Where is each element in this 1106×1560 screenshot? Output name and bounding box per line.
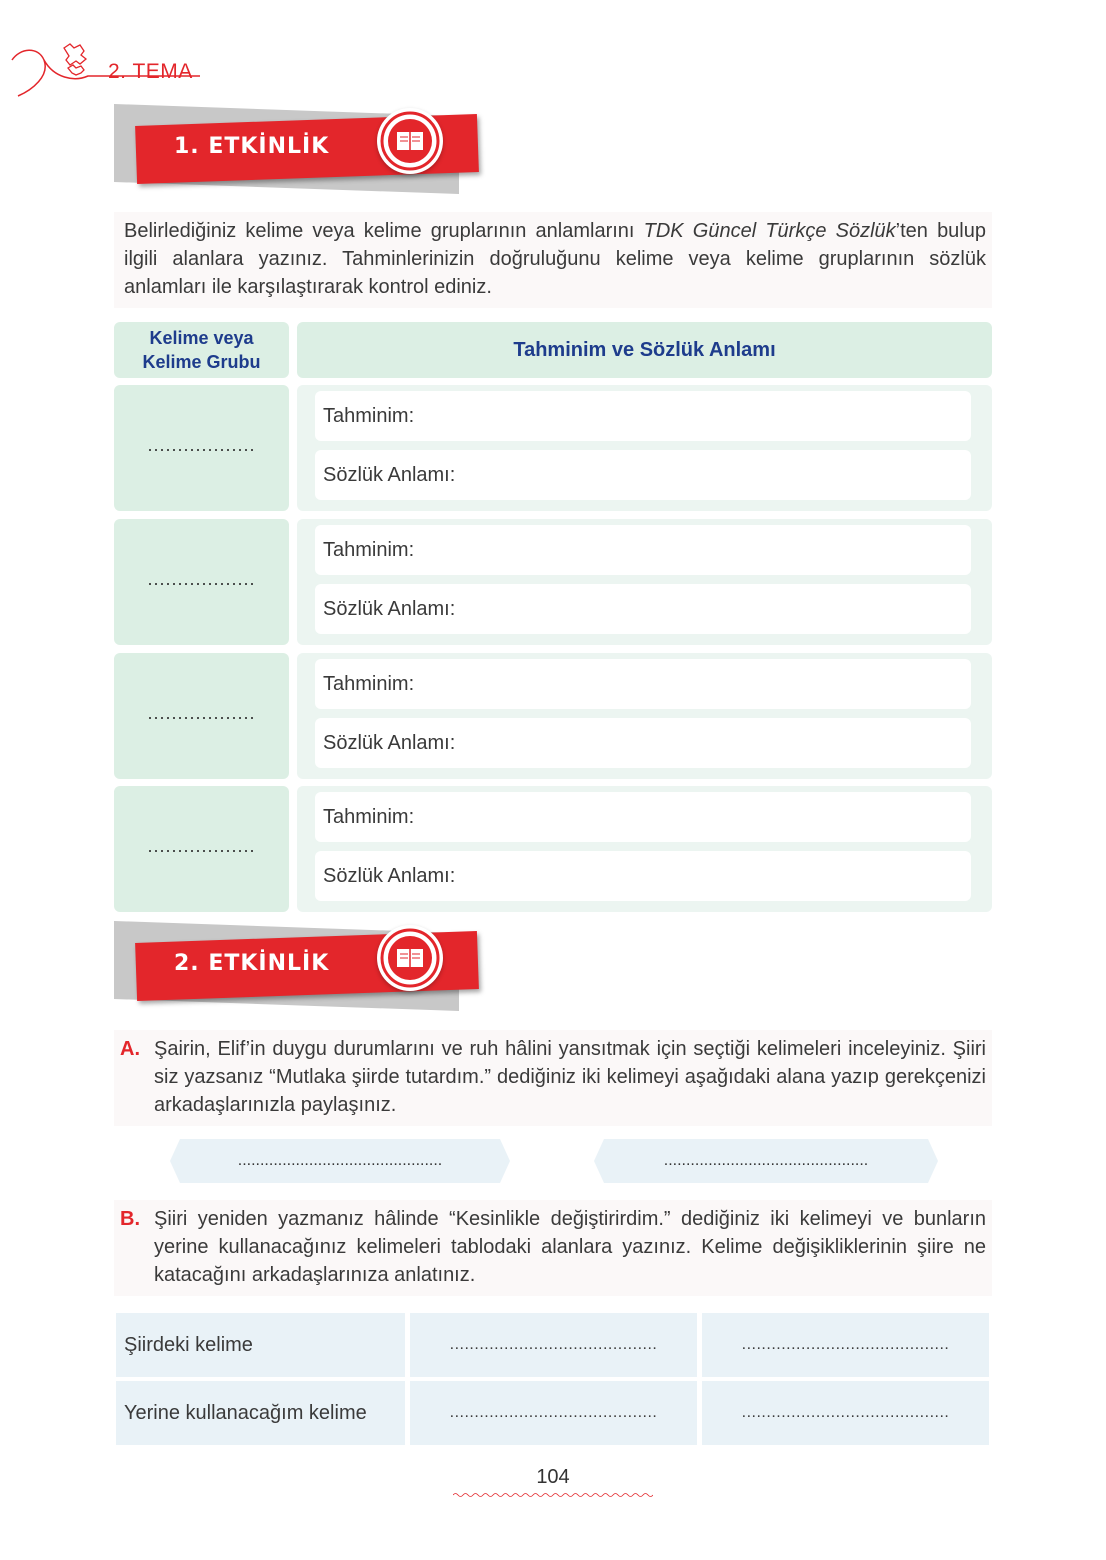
word-cell[interactable]: .................. bbox=[114, 385, 289, 511]
table-header-meaning: Tahminim ve Sözlük Anlamı bbox=[297, 322, 992, 378]
poem-word-cell-1[interactable]: .......................................... bbox=[410, 1313, 697, 1377]
word-cell[interactable]: .................. bbox=[114, 519, 289, 645]
part-a-letter: A. bbox=[120, 1038, 140, 1060]
replacement-word-label: Yerine kullanacağım kelime bbox=[116, 1381, 405, 1445]
theme-title: 2. TEMA bbox=[108, 60, 193, 83]
word-cell[interactable]: .................. bbox=[114, 653, 289, 779]
answer-ribbon-2[interactable]: .............................................. bbox=[604, 1139, 928, 1183]
word-cell[interactable]: .................. bbox=[114, 786, 289, 912]
meaning-cell bbox=[297, 385, 992, 511]
activity1-instruction: Belirlediğiniz kelime veya kelime gruplarının anlamlarını TDK Güncel Türkçe Sözlük’ten bulup ilgili alanlara yazınız. Tahminlerinizin doğruluğunu kelime veya kelime gruplarının sözlük anlamları ile karşılaştırarak kontrol ediniz. bbox=[114, 212, 992, 308]
replacement-word-cell-1[interactable]: .......................................... bbox=[410, 1381, 697, 1445]
dictionary-meaning-field[interactable]: Sözlük Anlamı: bbox=[315, 584, 971, 634]
part-b-instruction: B. Şiiri yeniden yazmanız hâlinde “Kesinlikle değiştirirdim.” dediğiniz iki kelimeyi ve bunların yerine kullanacağınız kelimeleri tablodaki alanlara yazınız. Kelime değişikliklerinin şiire ne katacağını arkadaşlarınıza anlatınız. bbox=[114, 1200, 992, 1296]
poem-word-cell-2[interactable]: .......................................... bbox=[702, 1313, 989, 1377]
meaning-cell bbox=[297, 519, 992, 645]
activity1-banner bbox=[112, 108, 482, 196]
activity2-banner bbox=[112, 925, 482, 1013]
book-icon bbox=[377, 108, 443, 174]
dictionary-meaning-field[interactable]: Sözlük Anlamı: bbox=[315, 450, 971, 500]
part-a-instruction: A. Şairin, Elif’in duygu durumlarını ve ruh hâlini yansıtmak için seçtiği kelimeleri inceleyiniz. Şiiri siz yazsanız “Mutlaka şiirde tutardım.” dediğiniz iki kelimeyi aşağıdaki alana yazıp gerekçenizi arkadaşlarınızla paylaşınız. bbox=[114, 1030, 992, 1126]
meaning-cell bbox=[297, 786, 992, 912]
dictionary-meaning-field[interactable]: Sözlük Anlamı: bbox=[315, 851, 971, 901]
replacement-word-cell-2[interactable]: .......................................... bbox=[702, 1381, 989, 1445]
meaning-cell bbox=[297, 653, 992, 779]
part-b-letter: B. bbox=[120, 1208, 140, 1230]
dictionary-meaning-field[interactable]: Sözlük Anlamı: bbox=[315, 718, 971, 768]
guess-field[interactable]: Tahminim: bbox=[315, 391, 971, 441]
table-header-word: Kelime veya Kelime Grubu bbox=[114, 322, 289, 378]
activity1-title: 1. ETKİNLİK bbox=[174, 134, 330, 159]
book-icon bbox=[377, 925, 443, 991]
guess-field[interactable]: Tahminim: bbox=[315, 659, 971, 709]
page-number-decoration bbox=[453, 1492, 653, 1498]
guess-field[interactable]: Tahminim: bbox=[315, 792, 971, 842]
dictionary-name: TDK Güncel Türkçe Sözlük bbox=[643, 220, 896, 242]
guess-field[interactable]: Tahminim: bbox=[315, 525, 971, 575]
poem-word-label: Şiirdeki kelime bbox=[116, 1313, 405, 1377]
page-number: 104 bbox=[536, 1466, 570, 1488]
answer-ribbon-1[interactable]: .............................................. bbox=[180, 1139, 500, 1183]
activity2-title: 2. ETKİNLİK bbox=[174, 951, 330, 976]
